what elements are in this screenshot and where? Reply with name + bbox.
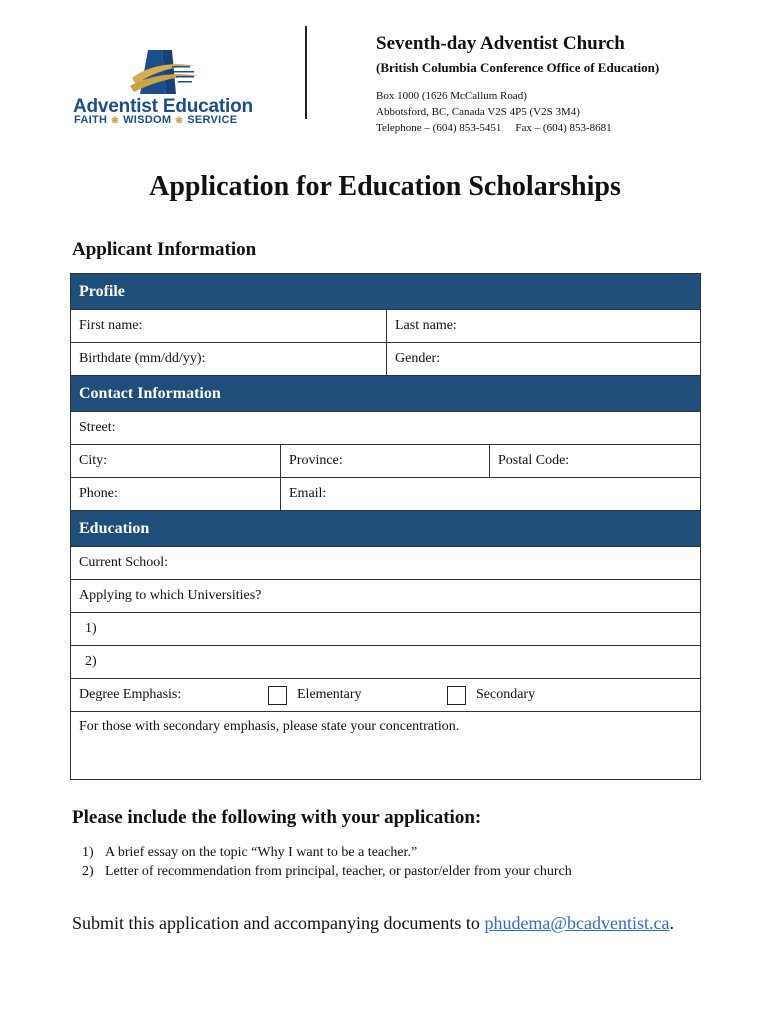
page-title: Application for Education Scholarships	[149, 171, 621, 202]
fax: Fax – (604) 853-8681	[515, 122, 612, 134]
postal-code-field[interactable]: Postal Code:	[489, 445, 700, 477]
list-item-text: Letter of recommendation from principal, teacher, or pastor/elder from your church	[105, 864, 572, 879]
address-line-1: Box 1000 (1626 McCallum Road)	[376, 90, 527, 102]
submit-period: .	[669, 913, 674, 933]
contact-header: Contact Information	[71, 376, 700, 412]
include-list	[82, 843, 572, 881]
submit-text: Submit this application and accompanying documents to	[72, 913, 480, 933]
current-school-field[interactable]: Current School:	[79, 555, 169, 570]
list-item	[82, 843, 572, 862]
profile-header: Profile	[71, 274, 700, 310]
province-field[interactable]: Province:	[280, 445, 489, 477]
current-school-row	[71, 547, 700, 580]
university-2-field[interactable]: 2)	[85, 654, 97, 669]
list-item-text: A brief essay on the topic “Why I want to be a teacher.”	[105, 845, 418, 860]
university-1-field[interactable]: 1)	[85, 621, 97, 636]
universities-label: Applying to which Universities?	[79, 588, 262, 603]
phone-email-row	[71, 478, 700, 511]
org-address	[376, 88, 659, 136]
application-form	[70, 273, 701, 780]
degree-emphasis-label: Degree Emphasis:	[79, 687, 182, 702]
name-row	[71, 310, 700, 343]
birthdate-field[interactable]: Birthdate (mm/dd/yy):	[79, 351, 206, 366]
secondary-option[interactable]	[447, 679, 700, 711]
elementary-checkbox[interactable]	[268, 686, 287, 705]
include-heading: Please include the following with your application:	[72, 807, 482, 828]
submit-email-link[interactable]: phudema@bcadventist.ca	[484, 913, 670, 933]
university-1-row	[71, 613, 700, 646]
street-row	[71, 412, 700, 445]
gender-field[interactable]: Gender:	[386, 343, 700, 375]
first-name-field[interactable]: First name:	[79, 318, 143, 333]
secondary-label: Secondary	[476, 687, 536, 702]
logo-tag-faith: FAITH	[74, 114, 108, 126]
last-name-field[interactable]: Last name:	[386, 310, 700, 342]
logo-tagline	[74, 114, 237, 126]
concentration-field[interactable]: For those with secondary emphasis, please state your concentration.	[79, 719, 460, 734]
city-row	[71, 445, 700, 478]
maple-leaf-icon: ❀	[175, 115, 184, 125]
logo-name: Adventist Education	[73, 96, 253, 117]
list-item	[82, 862, 572, 881]
submit-instructions	[72, 913, 674, 934]
concentration-row	[71, 712, 700, 779]
list-item-number: 2)	[82, 864, 94, 879]
secondary-checkbox[interactable]	[447, 686, 466, 705]
phone-field[interactable]: Phone:	[79, 486, 118, 501]
org-name: Seventh-day Adventist Church	[376, 33, 625, 54]
telephone: Telephone – (604) 853-5451	[376, 122, 502, 134]
list-item-number: 1)	[82, 845, 94, 860]
email-field[interactable]: Email:	[280, 478, 700, 510]
organization-info	[376, 33, 659, 136]
elementary-option[interactable]	[268, 679, 447, 711]
org-subtitle: (British Columbia Conference Office of Education)	[376, 60, 660, 75]
address-line-2: Abbotsford, BC, Canada V2S 4P5 (V2S 3M4)	[376, 106, 580, 118]
birth-gender-row	[71, 343, 700, 376]
degree-emphasis-row	[71, 679, 700, 712]
street-field[interactable]: Street:	[79, 420, 116, 435]
logo-tag-service: SERVICE	[187, 114, 238, 126]
universities-row	[71, 580, 700, 613]
elementary-label: Elementary	[297, 687, 362, 702]
university-2-row	[71, 646, 700, 679]
logo-tag-wisdom: WISDOM	[123, 114, 172, 126]
city-field[interactable]: City:	[79, 453, 108, 468]
education-header: Education	[71, 511, 700, 547]
maple-leaf-icon: ❀	[111, 115, 120, 125]
applicant-information-heading: Applicant Information	[72, 239, 257, 260]
header-divider	[305, 26, 307, 119]
